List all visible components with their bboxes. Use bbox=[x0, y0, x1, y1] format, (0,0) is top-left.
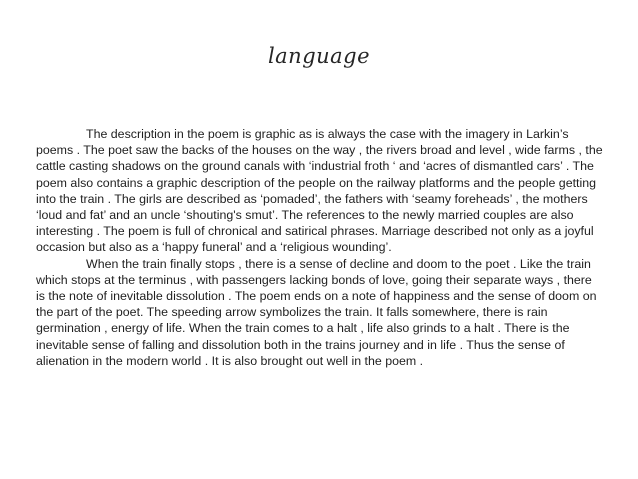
slide-title: language bbox=[267, 44, 371, 68]
slide-body bbox=[36, 126, 604, 369]
paragraph-description: The description in the poem is graphic as is always the case with the imagery in Larkin’s poems . The poet saw the backs of the houses on the way , the rivers broad and level , wide farms , the cattle casting shadows on the ground canals with ‘industrial froth ‘ and ‘acres of dismantled cars’ . The poem also contains a graphic description of the people on the railway platforms and the people getting into the train . The girls are described as ‘pomaded’, the fathers with ‘seamy foreheads’ , the mothers ‘loud and fat’ and an uncle ‘shouting's smut’. The references to the newly married couples are also interesting . The poem is full of chronical and satirical phrases. Marriage described not only as a joyful occasion but also as a ‘happy funeral’ and a ‘religious wounding’. bbox=[36, 127, 603, 255]
paragraph-train-stops: When the train finally stops , there is a sense of decline and doom to the poet . Like the train which stops at the terminus , with passengers lacking bonds of love, going their separate ways , there is the note of inevitable dissolution . The poem ends on a note of happiness and the sense of doom on the part of the poet. The speeding arrow symbolizes the train. It falls somewhere, there is rain germination , energy of life. When the train comes to a halt , life also grinds to a halt . There is the inevitable sense of falling and dissolution both in the trains journey and in life . Thus the sense of alienation in the modern world . It is also brought out well in the poem . bbox=[36, 256, 597, 368]
